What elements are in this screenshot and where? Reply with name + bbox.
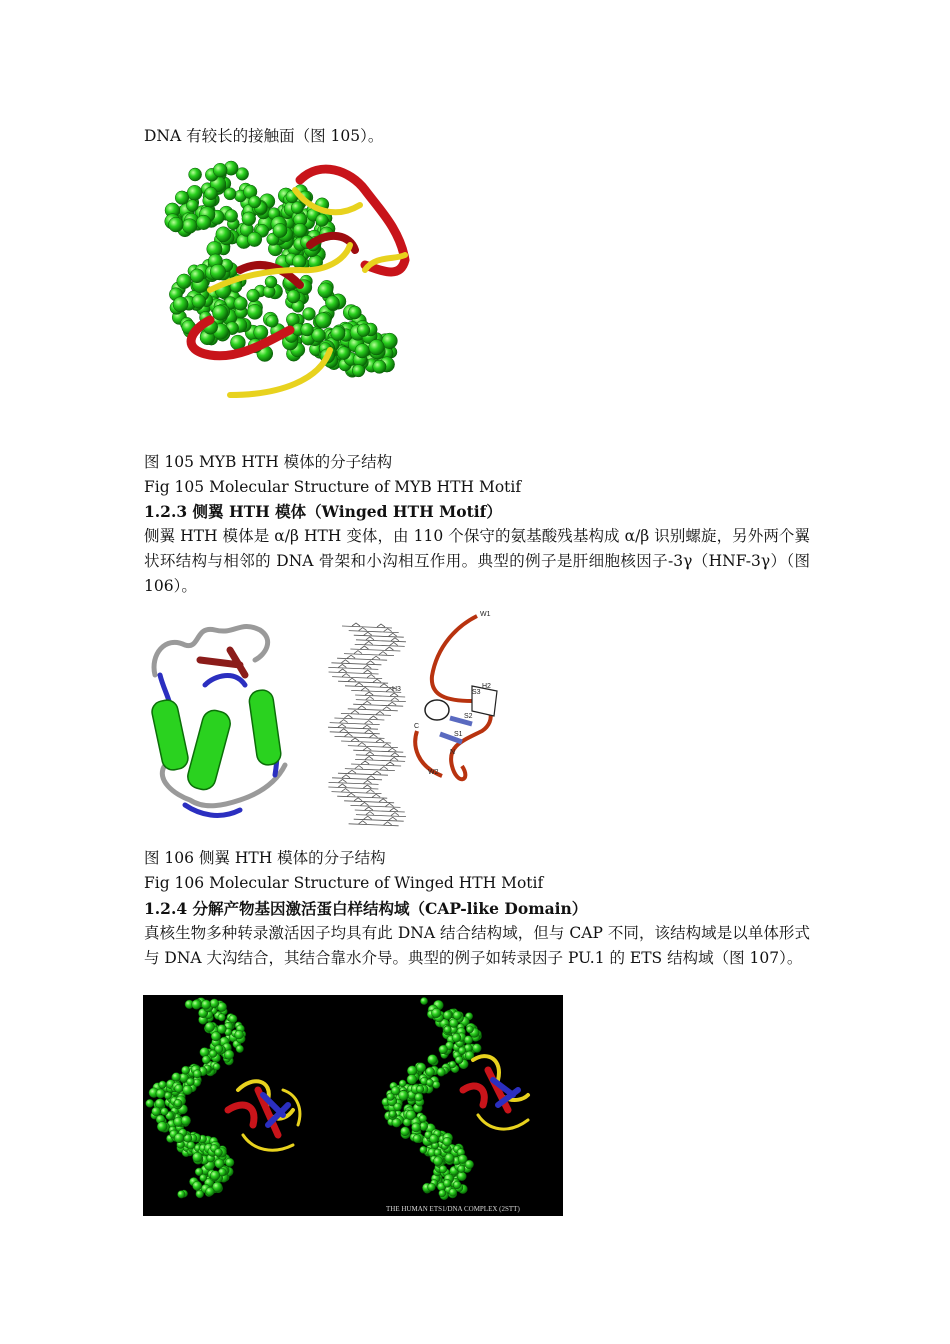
cylinder-helices <box>150 689 282 793</box>
helix-h3 <box>425 700 449 720</box>
label-w2: W2 <box>428 769 439 776</box>
fig105-caption-cn: 图 105 MYB HTH 模体的分子结构 <box>144 453 393 471</box>
fig105-caption-en: Fig 105 Molecular Structure of MYB HTH Motif <box>144 478 522 496</box>
label-c: C <box>414 723 420 730</box>
section-123-heading: 1.2.3 侧翼 HTH 模体（Winged HTH Motif） <box>144 502 502 521</box>
fig107-image <box>143 995 563 1216</box>
label-s3: S3 <box>472 689 481 696</box>
fig107-image-label: THE HUMAN ETS1/DNA COMPLEX (2STT) <box>386 1205 520 1213</box>
section-123-paragraph: 侧翼 HTH 模体是 α/β HTH 变体，由 110 个保守的氨基酸残基构成 α/β 识别螺旋，另外两个翼状环结构与相邻的 DNA 骨架和小沟相互作用。典型的例子是肝细胞核因子-3γ（HNF-3γ）（图 106）。 <box>144 527 810 595</box>
label-h2: H2 <box>482 683 491 690</box>
strand-red <box>200 650 245 675</box>
label-s2: S2 <box>464 713 473 720</box>
label-n: N <box>450 749 456 756</box>
dna-ladder <box>328 623 406 826</box>
label-w1: W1 <box>480 611 491 618</box>
label-s1: S1 <box>454 731 463 738</box>
fig106-caption-en: Fig 106 Molecular Structure of Winged HTH Motif <box>144 874 544 892</box>
fig106-dna-ribbon-image <box>322 606 512 834</box>
label-h3: H3 <box>392 686 401 693</box>
fig106-caption-cn: 图 106 侧翼 HTH 模体的分子结构 <box>144 849 386 867</box>
section-124-heading: 1.2.4 分解产物基因激活蛋白样结构域（CAP-like Domain） <box>144 899 588 918</box>
fig106-cartoon-image <box>145 615 295 825</box>
fig105-image <box>150 150 420 418</box>
intro-line: DNA 有较长的接触面（图 105）。 <box>144 127 384 145</box>
section-124-paragraph: 真核生物多种转录激活因子均具有此 DNA 结合结构域，但与 CAP 不同，该结构域是以单体形式与 DNA 大沟结合，其结合靠水介导。典型的例子如转录因子 PU.1 的 ETS 结构域（图 107）。 <box>144 924 810 967</box>
